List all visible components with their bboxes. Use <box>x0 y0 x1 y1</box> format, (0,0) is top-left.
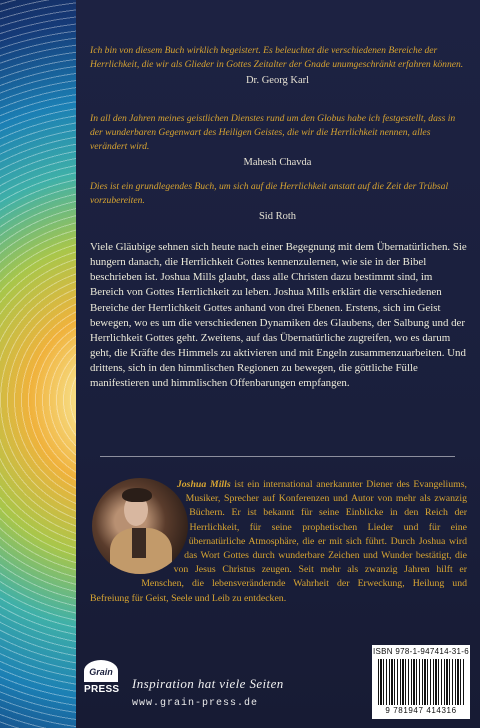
author-bio <box>90 478 467 606</box>
isbn-barcode-box <box>372 645 470 719</box>
quote-text: Ich bin von diesem Buch wirklich begeistert. Es beleuchtet die verschiedenen Bereiche der Herrlichkeit, die wir als Glieder in Gottes Zeitalter der Gnade unumgeschränkt erfahren können. <box>90 45 464 70</box>
barcode-icon <box>378 659 464 705</box>
quote-text: Dies ist ein grundlegendes Buch, um sich auf die Herrlichkeit anstatt auf die Zeit der Trübsal vorzubereiten. <box>90 181 449 206</box>
logo-grain-text: Grain <box>84 660 118 682</box>
endorsement-quote-3 <box>90 180 465 222</box>
book-description: Viele Gläubige sehnen sich heute nach einer Begegnung mit dem Übernatürlichen. Sie hungern danach, die Herrlichkeit Gottes kennenzulernen, wie sie in der Bibel beschrieben ist. Joshua Mills glaubt, dass alle Christen dazu bestimmt sind, im Bereich von Gottes Herrlichkeit zu leben. Joshua Mills erklärt die verschiedenen Bereiche der Herrlichkeit Gottes anhand von drei Ebenen. Erstens, sich im Geist bewegen, wo es um die verschiedenen Dynamiken des Glaubens, der Salbung und der Herrlichkeit Gottes geht. Zweitens, auf das Übernatürliche zugreifen, wo es darum geht, die Kräfte des Himmels zu aktivieren und mit Engeln zusammenzuarbeiten. Und drittens, sich in den himmlischen Regionen zu bewegen, die göttliche Fülle manifestieren und himmlischen Offenbarungen empfangen. <box>90 241 467 390</box>
section-divider <box>100 456 455 457</box>
quote-author: Dr. Georg Karl <box>245 75 310 86</box>
bio-text: ist ein international anerkannter Diener des Evangeliums, Musiker, Sprecher auf Konferenzen und Autor von mehr als zwanzig Büchern. Er ist bekannt für seine Einblicke in den Reich der Herrlichkeit, für seine prophetischen Lieder und für eine übernatürliche Atmosphäre, die er mit sich führt. Durch Joshua wird das Wort Gottes durch wunderbare Zeichen und Wunder bestätigt, die von Jesus Christus zeugen. Seit mehr als zwanzig Jahren hilft er Menschen, die lebensverändernde Wahrheit der Erweckung, Heilung und Befreiung für Geist, Seele und Leib zu entdecken. <box>90 479 467 604</box>
endorsement-quote-1 <box>90 44 465 86</box>
publisher-url: www.grain-press.de <box>132 698 259 709</box>
isbn-label: ISBN 978-1-947414-31-6 <box>373 647 469 656</box>
quote-text: In all den Jahren meines geistlichen Dienstes rund um den Globus habe ich festgestellt, dass in der wunderbaren Gegenwart des Heiligen Geistes, die wir die Herrlichkeit nennen, alles verändert wird. <box>90 113 456 152</box>
publisher-tagline: Inspiration hat viele Seiten <box>132 676 284 691</box>
logo-press-text: PRESS <box>84 684 120 695</box>
quote-author: Mahesh Chavda <box>243 157 312 168</box>
quote-author: Sid Roth <box>258 211 297 222</box>
endorsement-quote-2 <box>90 112 465 168</box>
spiral-light-artwork <box>0 0 76 728</box>
author-name: Joshua Mills <box>176 479 231 490</box>
publisher-logo <box>84 660 118 706</box>
isbn-digits: 9 781947 414316 <box>385 706 457 715</box>
